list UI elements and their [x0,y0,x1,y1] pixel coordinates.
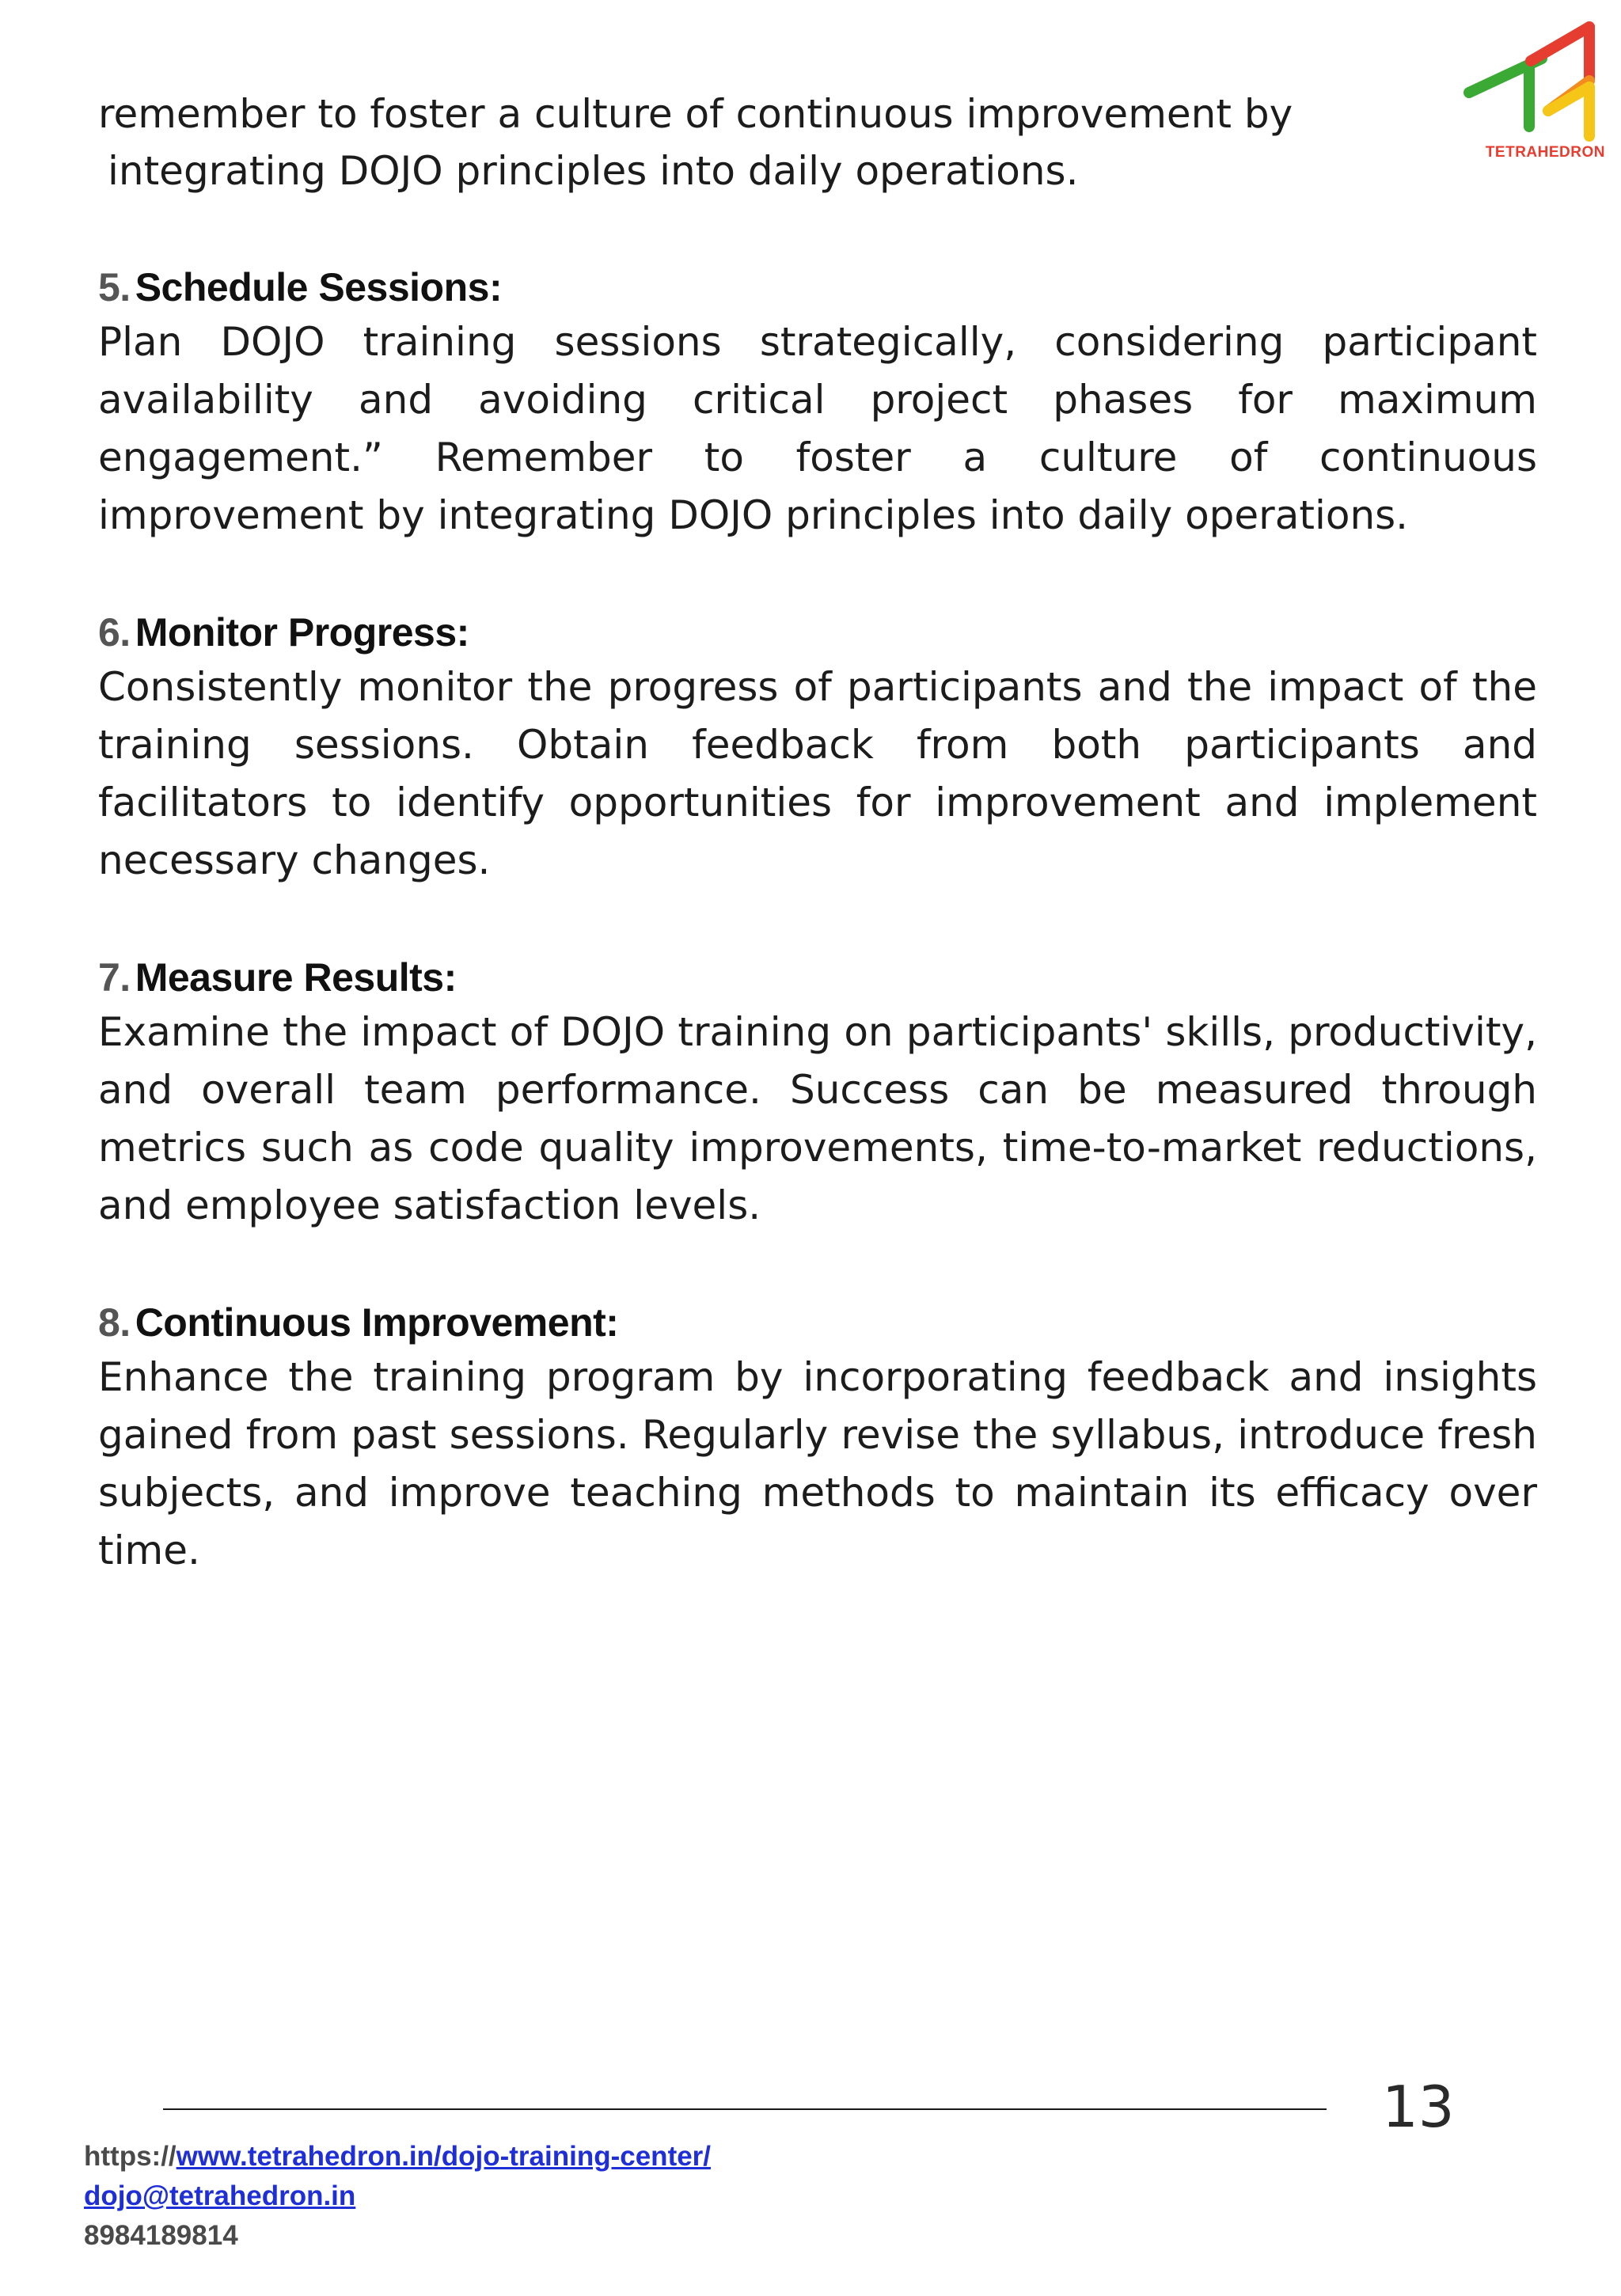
section-number: 7. [98,955,131,1000]
section-measure-results [98,951,1537,1235]
email-link[interactable]: dojo@tetrahedron.in [84,2180,356,2211]
intro-line-2: integrating DOJO principles into daily operations. [108,148,1079,194]
section-heading [98,1296,1537,1349]
footer-contact [84,2137,711,2256]
email-line [84,2176,711,2216]
section-monitor-progress [98,606,1537,890]
page-content [98,85,1537,1580]
section-schedule-sessions [98,261,1537,545]
logo-wordmark: TETRAHEDRON [1485,144,1605,161]
section-text: Examine the impact of DOJO training on participants' skills, productivity, and overall team performance. Success can be measured through metrics such as code quality improvements, time-to-market reductions, and employee satisfaction levels. [98,1009,1537,1228]
section-heading [98,951,1537,1004]
website-link[interactable]: www.tetrahedron.in/dojo-training-center/ [176,2141,712,2172]
section-title: Measure Results: [135,955,457,1000]
section-title: Continuous Improvement: [135,1300,619,1345]
footer-divider [163,2108,1327,2110]
section-number: 8. [98,1300,131,1345]
section-text: Plan DOJO training sessions strategically, considering participant availability and avoiding critical project phases for maximum engagement.” Remember to foster a culture of continuous improvement by integrating DOJO principles into daily operations. [98,319,1537,538]
page-number: 13 [1382,2074,1455,2140]
section-text: Enhance the training program by incorporating feedback and insights gained from past sessions. Regularly revise the syllabus, introduce fresh subjects, and improve teaching methods to maintain its efficacy over time. [98,1354,1537,1573]
intro-paragraph [98,85,1537,199]
url-prefix: https:// [84,2141,177,2172]
phone-number: 8984189814 [84,2220,238,2251]
section-number: 6. [98,610,131,655]
website-line [84,2137,711,2176]
section-number: 5. [98,265,131,309]
intro-line-1: remember to foster a culture of continuous improvement by [98,91,1293,137]
section-continuous-improvement [98,1296,1537,1580]
section-heading [98,606,1537,658]
section-title: Schedule Sessions: [135,265,503,309]
section-heading [98,261,1537,313]
section-title: Monitor Progress: [135,610,469,655]
section-text: Consistently monitor the progress of participants and the impact of the training sessions. Obtain feedback from both participants and facilitators to identify opportunities for improvement and implement necessary changes. [98,664,1537,883]
